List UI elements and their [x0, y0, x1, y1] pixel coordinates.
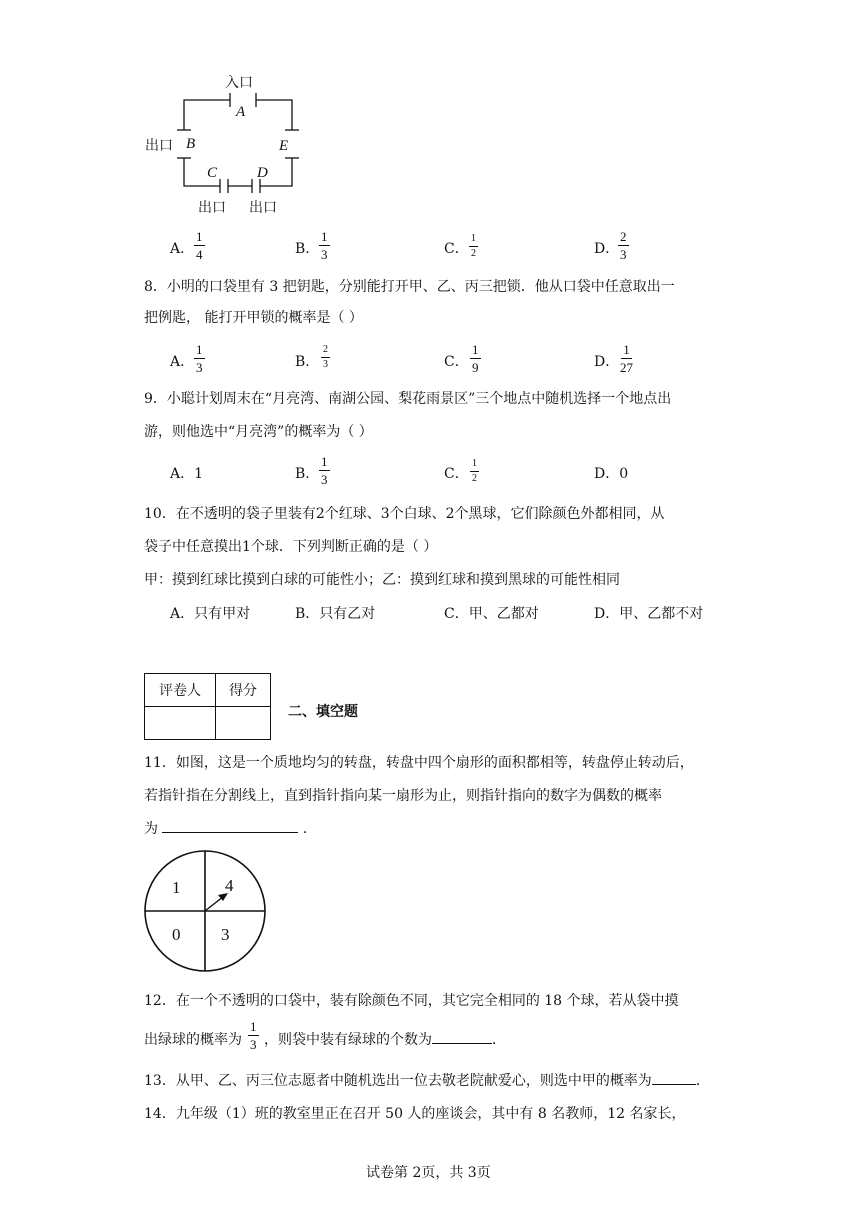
q9-line2: 游，则他选中“月亮湾”的概率为（ ）	[144, 424, 373, 440]
spinner-diagram	[140, 847, 270, 977]
q11-line1: 11．如图，这是一个质地均匀的转盘，转盘中四个扇形的面积都相等，转盘停止转动后，	[144, 755, 694, 771]
q10-option-a[interactable]: A．只有甲对	[170, 606, 251, 622]
q12-frac-den: 3	[250, 1037, 257, 1052]
section-title: 二、填空题	[288, 704, 358, 720]
spinner-number-3: 3	[221, 925, 230, 944]
q8-option-b-fraction[interactable]	[321, 345, 330, 370]
q13-answer-blank[interactable]	[652, 1070, 696, 1085]
q8-option-c-letter[interactable]: C．	[444, 354, 469, 370]
grader-reviewer-cell[interactable]	[145, 707, 216, 740]
spinner-number-4: 4	[225, 876, 234, 895]
q10-option-d[interactable]: D．甲、乙都不对	[594, 606, 704, 622]
q12-frac-num: 1	[250, 1019, 257, 1034]
q14-line1: 14．九年级（1）班的教室里正在召开 50 人的座谈会，其中有 8 名教师，12 名家长，	[144, 1106, 686, 1122]
q8-d-num: 1	[623, 342, 630, 357]
circuit-label-entrance: 入口	[225, 75, 253, 91]
circuit-label-c: C	[207, 165, 218, 181]
q7-d-num: 2	[620, 229, 627, 244]
q9-line1: 9．小聪计划周末在“月亮湾、南湖公园、梨花雨景区”三个地点中随机选择一个地点出	[144, 391, 672, 407]
q10-line2: 袋子中任意摸出1个球．下列判断正确的是（ ）	[144, 539, 438, 555]
q8-line1: 8．小明的口袋里有 3 把钥匙，分别能打开甲、乙、丙三把锁．他从口袋中任意取出一	[144, 279, 675, 295]
q11-answer-blank[interactable]	[162, 818, 298, 833]
q11-line3-prefix: 为	[144, 821, 163, 837]
circuit-label-d: D	[257, 165, 268, 181]
q10-line3: 甲：摸到红球比摸到白球的可能性小；乙：摸到红球和摸到黑球的可能性相同	[144, 572, 620, 588]
q8-b-den: 3	[323, 359, 328, 370]
circuit-label-exit-left: 出口	[145, 138, 173, 154]
q8-option-a-letter[interactable]: A．	[170, 354, 195, 370]
q12-fraction	[248, 1020, 259, 1051]
q8-line2: 把例匙， 能打开甲锁的概率是（ ）	[144, 310, 363, 326]
q9-c-den: 2	[472, 473, 477, 484]
q10-option-c[interactable]: C．甲、乙都对	[444, 606, 539, 622]
q9-b-den: 3	[321, 472, 328, 487]
grader-score-header: 得分	[216, 674, 271, 707]
q9-option-a[interactable]: A．1	[170, 466, 204, 482]
circuit-label-a: A	[236, 104, 246, 120]
q12-line2-prefix: 出绿球的概率为	[144, 1032, 242, 1048]
q8-option-d-fraction[interactable]	[620, 343, 633, 374]
q12-answer-blank[interactable]	[432, 1029, 492, 1044]
q7-b-den: 3	[321, 247, 328, 262]
q7-option-a-fraction[interactable]	[194, 230, 205, 261]
q7-option-c-fraction[interactable]	[469, 234, 478, 259]
q7-d-den: 3	[620, 247, 627, 262]
q7-option-b-fraction[interactable]	[319, 230, 330, 261]
q8-option-b-letter[interactable]: B．	[295, 354, 320, 370]
q7-option-c-letter[interactable]: C．	[444, 241, 469, 257]
q7-a-den: 4	[196, 247, 203, 262]
q8-c-num: 1	[472, 342, 479, 357]
q8-a-den: 3	[196, 360, 203, 375]
q7-a-num: 1	[196, 229, 203, 244]
q9-option-b-fraction[interactable]	[319, 455, 330, 486]
q8-b-num: 2	[321, 345, 330, 358]
q7-option-b-letter[interactable]: B．	[295, 241, 320, 257]
grader-reviewer-header: 评卷人	[145, 674, 216, 707]
spinner-number-0: 0	[172, 925, 181, 944]
q7-c-num: 1	[469, 234, 478, 247]
q9-c-num: 1	[470, 459, 479, 472]
q8-option-a-fraction[interactable]	[194, 343, 205, 374]
q7-c-den: 2	[471, 248, 476, 259]
q8-option-d-letter[interactable]: D．	[594, 354, 620, 370]
q8-option-c-fraction[interactable]	[470, 343, 481, 374]
q7-option-a-letter[interactable]: A．	[170, 241, 195, 257]
q7-option-d-letter[interactable]: D．	[594, 241, 620, 257]
grader-score-cell[interactable]	[216, 707, 271, 740]
circuit-label-b: B	[186, 136, 196, 152]
q8-d-den: 27	[620, 360, 633, 375]
q13-text: 13．从甲、乙、丙三位志愿者中随机选出一位去敬老院献爱心，则选中甲的概率为	[144, 1073, 652, 1089]
q9-b-num: 1	[321, 454, 328, 469]
q10-option-b[interactable]: B．只有乙对	[295, 606, 376, 622]
grader-table	[144, 673, 271, 740]
q9-option-d[interactable]: D．0	[594, 466, 629, 482]
q12-line2-suffix: ，则袋中装有绿球的个数为	[264, 1032, 432, 1048]
circuit-label-e: E	[279, 138, 289, 154]
q12-line2-end: ．	[492, 1032, 506, 1048]
q7-option-d-fraction[interactable]	[618, 230, 629, 261]
q9-option-c-fraction[interactable]	[470, 459, 479, 484]
q7-b-num: 1	[321, 229, 328, 244]
q9-option-c-letter[interactable]: C．	[444, 466, 469, 482]
q10-line1: 10．在不透明的袋子里装有2个红球、3个白球、2个黑球，它们除颜色外都相同，从	[144, 506, 665, 522]
circuit-label-exit-c: 出口	[198, 200, 226, 216]
q11-line3-suffix: ．	[302, 821, 317, 837]
q12-line1: 12．在一个不透明的口袋中，装有除颜色不同，其它完全相同的 18 个球，若从袋中摸	[144, 993, 679, 1009]
q12-line2-rest	[264, 1029, 506, 1049]
spinner-number-1: 1	[172, 878, 181, 897]
q13-end: ．	[695, 1073, 710, 1089]
q9-option-b-letter[interactable]: B．	[295, 466, 320, 482]
q11-line2: 若指针指在分割线上，直到指针指向某一扇形为止，则指针指向的数字为偶数的概率	[144, 788, 662, 804]
q8-c-den: 9	[472, 360, 479, 375]
page-footer: 试卷第 2页，共 3页	[366, 1165, 491, 1181]
q11-line3	[144, 818, 317, 838]
circuit-label-exit-d: 出口	[249, 200, 277, 216]
q8-a-num: 1	[196, 342, 203, 357]
q13-line	[144, 1070, 710, 1090]
